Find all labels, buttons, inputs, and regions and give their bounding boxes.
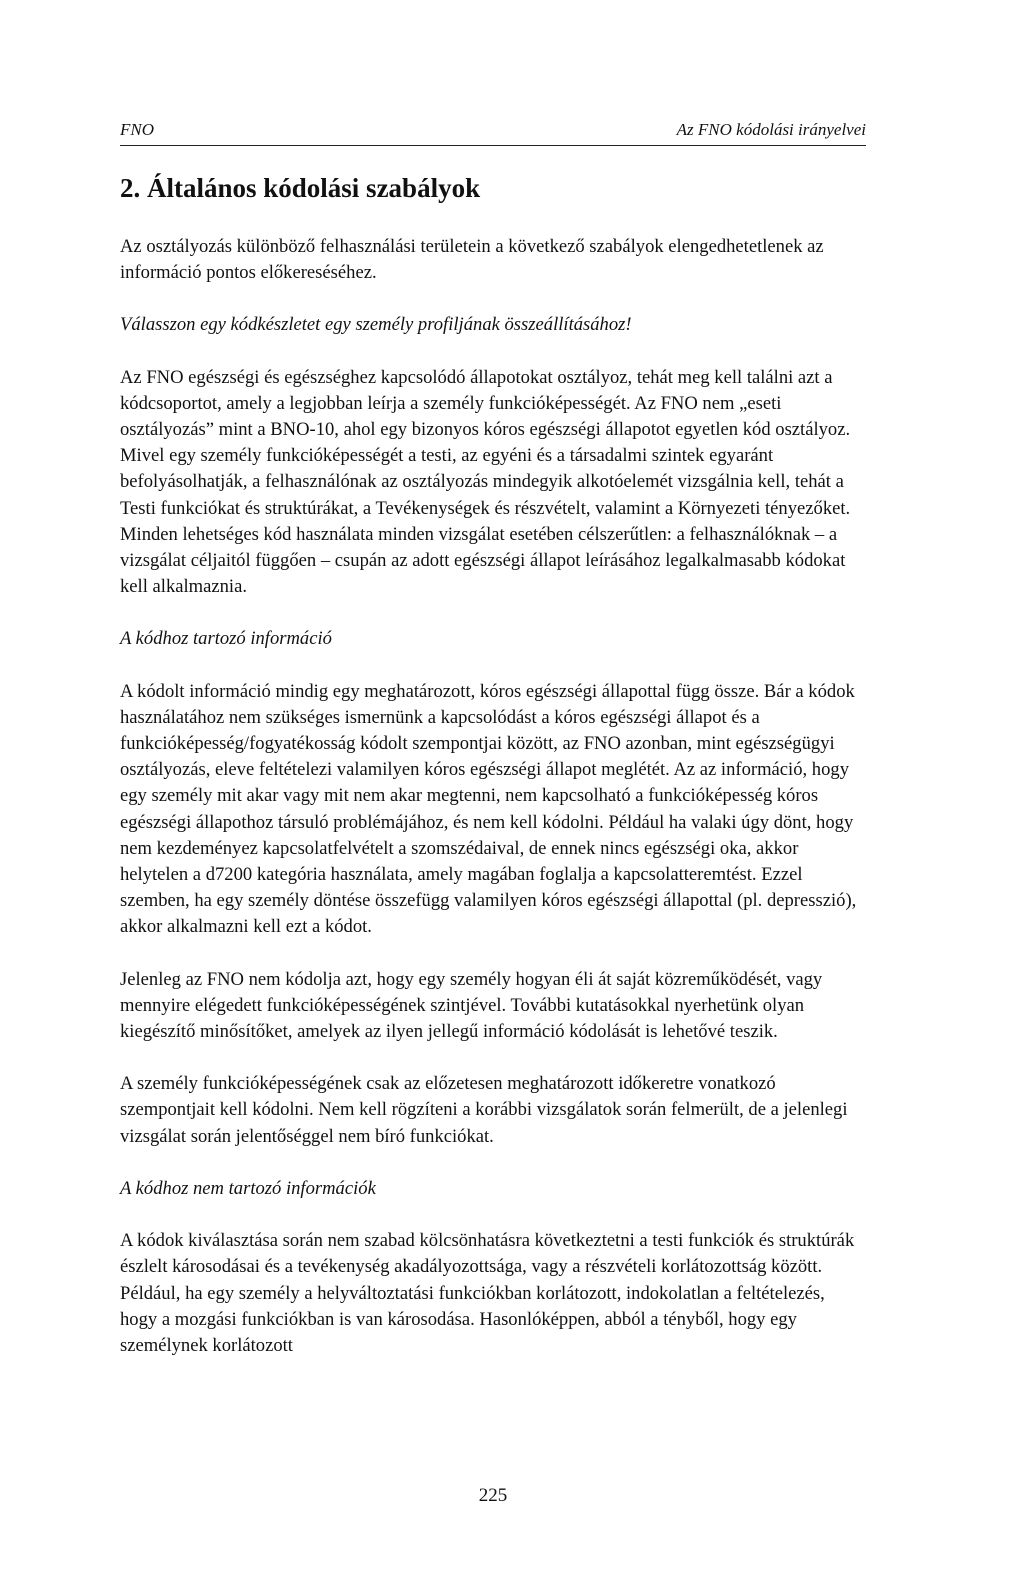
running-header (120, 117, 866, 143)
subheading-code-information: A kódhoz tartozó információ (120, 628, 332, 650)
body-text (120, 234, 866, 1385)
paragraph-time-frame: A személy funkcióképességének csak az előzetesen meghatározott időkeretre vonatkozó szempontjait kell kódolni. Nem kell rögzíteni a korábbi vizsgálatok során felmerült, de a jelenlegi vizsgálat során jelentőséggel nem bíró funkciókat. (120, 1073, 848, 1147)
header-rule (120, 145, 866, 146)
document-page (120, 0, 866, 1581)
paragraph-current-fno: Jelenleg az FNO nem kódolja azt, hogy egy személy hogyan éli át saját közreműködését, vagy mennyire elégedett funkcióképességének szintjével. További kutatásokkal nyerhetünk olyan kiegészítő minősítőket, amelyek az ilyen jellegű információ kódolását is lehetővé teszik. (120, 968, 823, 1043)
page-number: 225 (478, 1485, 508, 1506)
subheading-choose-codeset: Válasszon egy kódkészletet egy személy profiljának összeállításához! (120, 314, 632, 336)
paragraph-codeset: Az FNO egészségi és egészséghez kapcsolódó állapotokat osztályoz, tehát meg kell találni azt a kódcsoportot, amely a legjobban leírja a személy funkcióképességét. Az FNO nem „eseti osztályozás” mint a BNO-10, ahol egy bizonyos kóros egészségi állapotot egyetlen kód osztályoz. Mivel egy személy funkcióképességét a testi, az egyéni és a társadalmi szintek egyaránt befolyásolhatják, a felhasználónak az osztályozás mindegyik alkotóelemét vizsgálnia kell, tehát a Testi funkciókat és struktúrákat, a Tevékenységek és részvételt, valamint a Környezeti tényezőket. Minden lehetséges kód használata minden vizsgálat esetében célszerűtlen: a felhasználóknak – a vizsgálat céljaitól függően – csupán az adott egészségi állapot leírásához legalkalmasabb kódokat kell alkalmaznia. (120, 366, 851, 598)
header-right: Az FNO kódolási irányelvei (676, 120, 866, 139)
intro-paragraph: Az osztályozás különböző felhasználási területein a következő szabályok elengedhetetlenek az információ pontos előkereséséhez. (120, 236, 824, 284)
paragraph-interaction: A kódok kiválasztása során nem szabad kölcsönhatásra következtetni a testi funkciók és struktúrák észlelt károsodásai és a tevékenység akadályozottsága, vagy a részvételi korlátozottság között. Például, ha egy személy a helyváltoztatási funkciókban korlátozott, indokolatlan a feltételezés, hogy a mozgási funkciókban is van károsodása. Hasonlóképpen, abból a tényből, hogy egy személynek korlátozott (120, 1230, 855, 1356)
subheading-non-code-information: A kódhoz nem tartozó információk (120, 1177, 376, 1199)
section-heading: 2. Általános kódolási szabályok (120, 173, 481, 203)
header-left: FNO (120, 120, 154, 139)
paragraph-coded-information: A kódolt információ mindig egy meghatározott, kóros egészségi állapottal függ össze. Bár a kódok használatához nem szükséges ismernünk a kapcsolódást a kóros egészségi állapot és a funkcióképesség/fogyatékosság kódolt szempontjai között, az FNO azonban, mint egészségügyi osztályozás, eleve feltételezi valamilyen kóros egészségi állapot meglétét. Az az információ, hogy egy személy mit akar vagy mit nem akar megtenni, nem kapcsolható a funkcióképesség kóros egészségi állapothoz társuló problémájához, és nem kell kódolni. Például ha valaki úgy dönt, hogy nem kezdeményez kapcsolatfelvételt a szomszédaival, de ennek nincs egészségi oka, akkor helytelen a d7200 kategória használata, amely magában foglalja a kapcsolatteremtést. Ezzel szemben, ha egy személy döntése összefügg valamilyen kóros egészségi állapottal (pl. depresszió), akkor alkalmazni kell ezt a kódot. (120, 680, 857, 938)
